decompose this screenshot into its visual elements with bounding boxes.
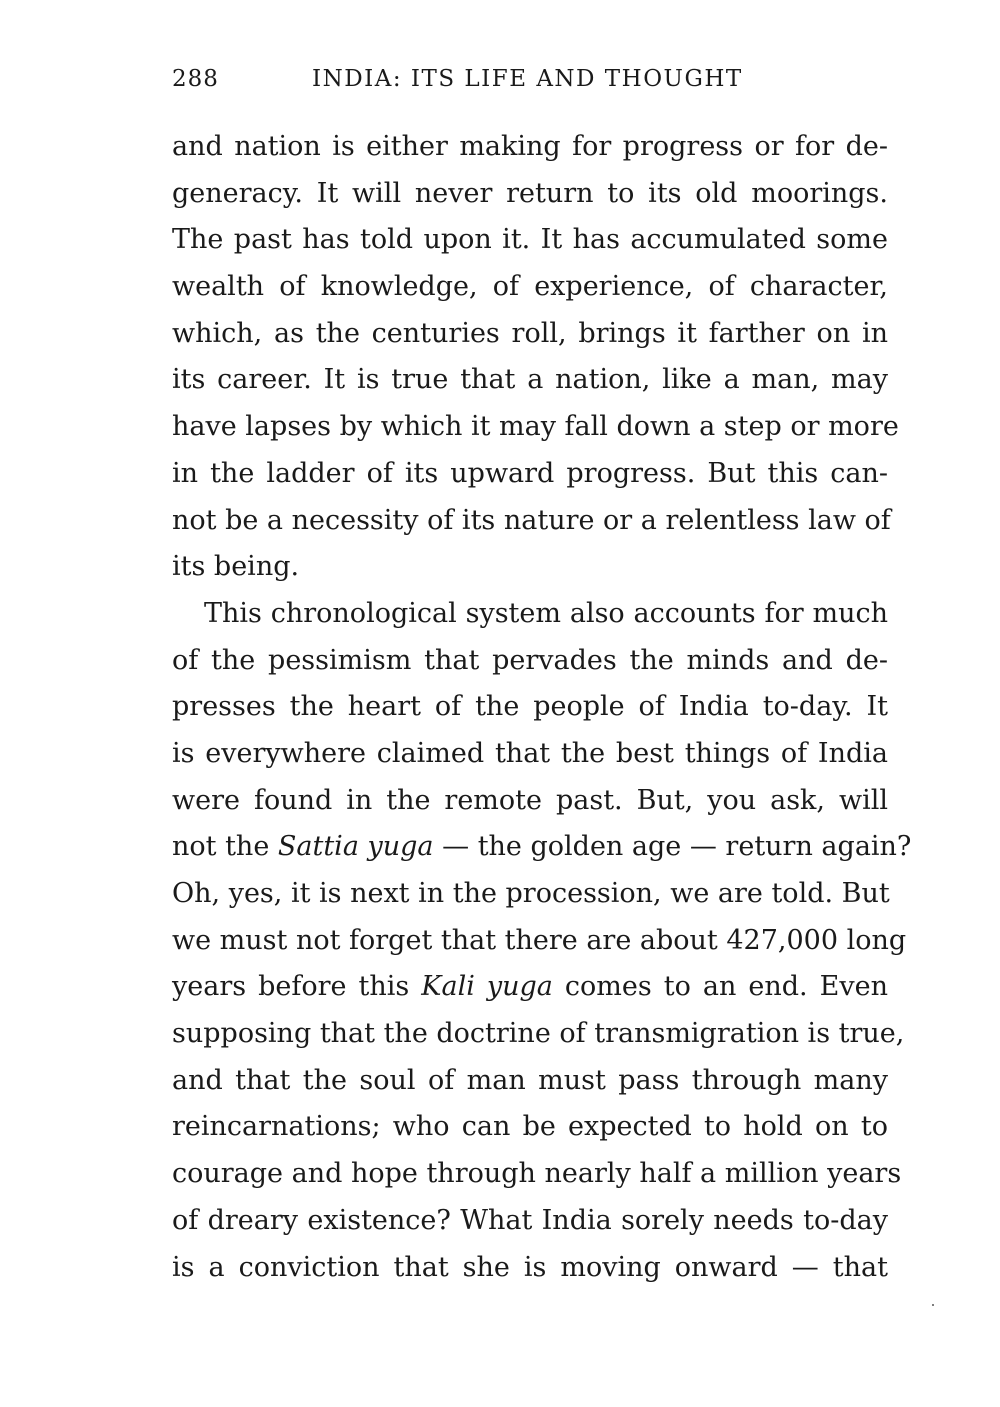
text-line: of the pessimism that pervades the minds and de- — [172, 644, 888, 676]
italic-term: Sattia yuga — [277, 831, 434, 863]
text-line: reincarnations; who can be expected to hold on to — [172, 1111, 888, 1143]
text-line: and that the soul of man must pass through many — [172, 1064, 888, 1096]
running-head — [172, 66, 888, 96]
text-line: The past has told upon it. It has accumulated some — [172, 224, 888, 256]
text-line: have lapses by which it may fall down a step or more — [172, 411, 899, 443]
text-line: presses the heart of the people of India to-day. It — [172, 691, 888, 723]
text-line-with-italic — [172, 964, 888, 1011]
text-line: its being. — [172, 551, 300, 583]
text-line: of dreary existence? What India sorely needs to-day — [172, 1204, 888, 1236]
text-line-with-italic — [172, 824, 912, 871]
text-line: Oh, yes, it is next in the procession, we are told. But — [172, 878, 890, 909]
text-line: supposing that the doctrine of transmigration is true, — [172, 1018, 905, 1050]
text-line: is everywhere claimed that the best things of India — [172, 737, 888, 769]
text-line: courage and hope through nearly half a million years — [172, 1158, 902, 1190]
paper-speck — [932, 1304, 934, 1306]
paragraph-1 — [172, 124, 899, 591]
body-text — [172, 124, 912, 1291]
text-segment: not the — [172, 831, 278, 863]
text-segment: — the golden age — return again? — [433, 831, 912, 863]
text-line: were found in the remote past. But, you ask, will — [172, 784, 888, 816]
text-line: we must not forget that there are about 427,000 long — [172, 924, 907, 956]
text-line: wealth of knowledge, of experience, of character, — [172, 271, 888, 303]
page-number: 288 — [172, 66, 219, 92]
text-line: is a conviction that she is moving onward — that — [172, 1251, 888, 1283]
text-line: This chronological system also accounts for much — [204, 597, 888, 629]
text-segment: years before this — [172, 971, 422, 1003]
text-line: generacy. It will never return to its old moorings. — [172, 177, 888, 209]
text-segment: comes to an end. Even — [552, 971, 888, 1003]
text-line: its career. It is true that a nation, like a man, may — [172, 364, 888, 396]
text-line: not be a necessity of its nature or a relentless law of — [172, 504, 891, 536]
italic-term: Kali yuga — [421, 971, 553, 1003]
text-line: and nation is either making for progress or for de- — [172, 131, 888, 162]
text-line: in the ladder of its upward progress. But this can- — [172, 457, 888, 489]
text-line: which, as the centuries roll, brings it farther on in — [172, 317, 888, 349]
paragraph-2 — [172, 591, 912, 1291]
running-title: INDIA: ITS LIFE AND THOUGHT — [312, 66, 743, 92]
